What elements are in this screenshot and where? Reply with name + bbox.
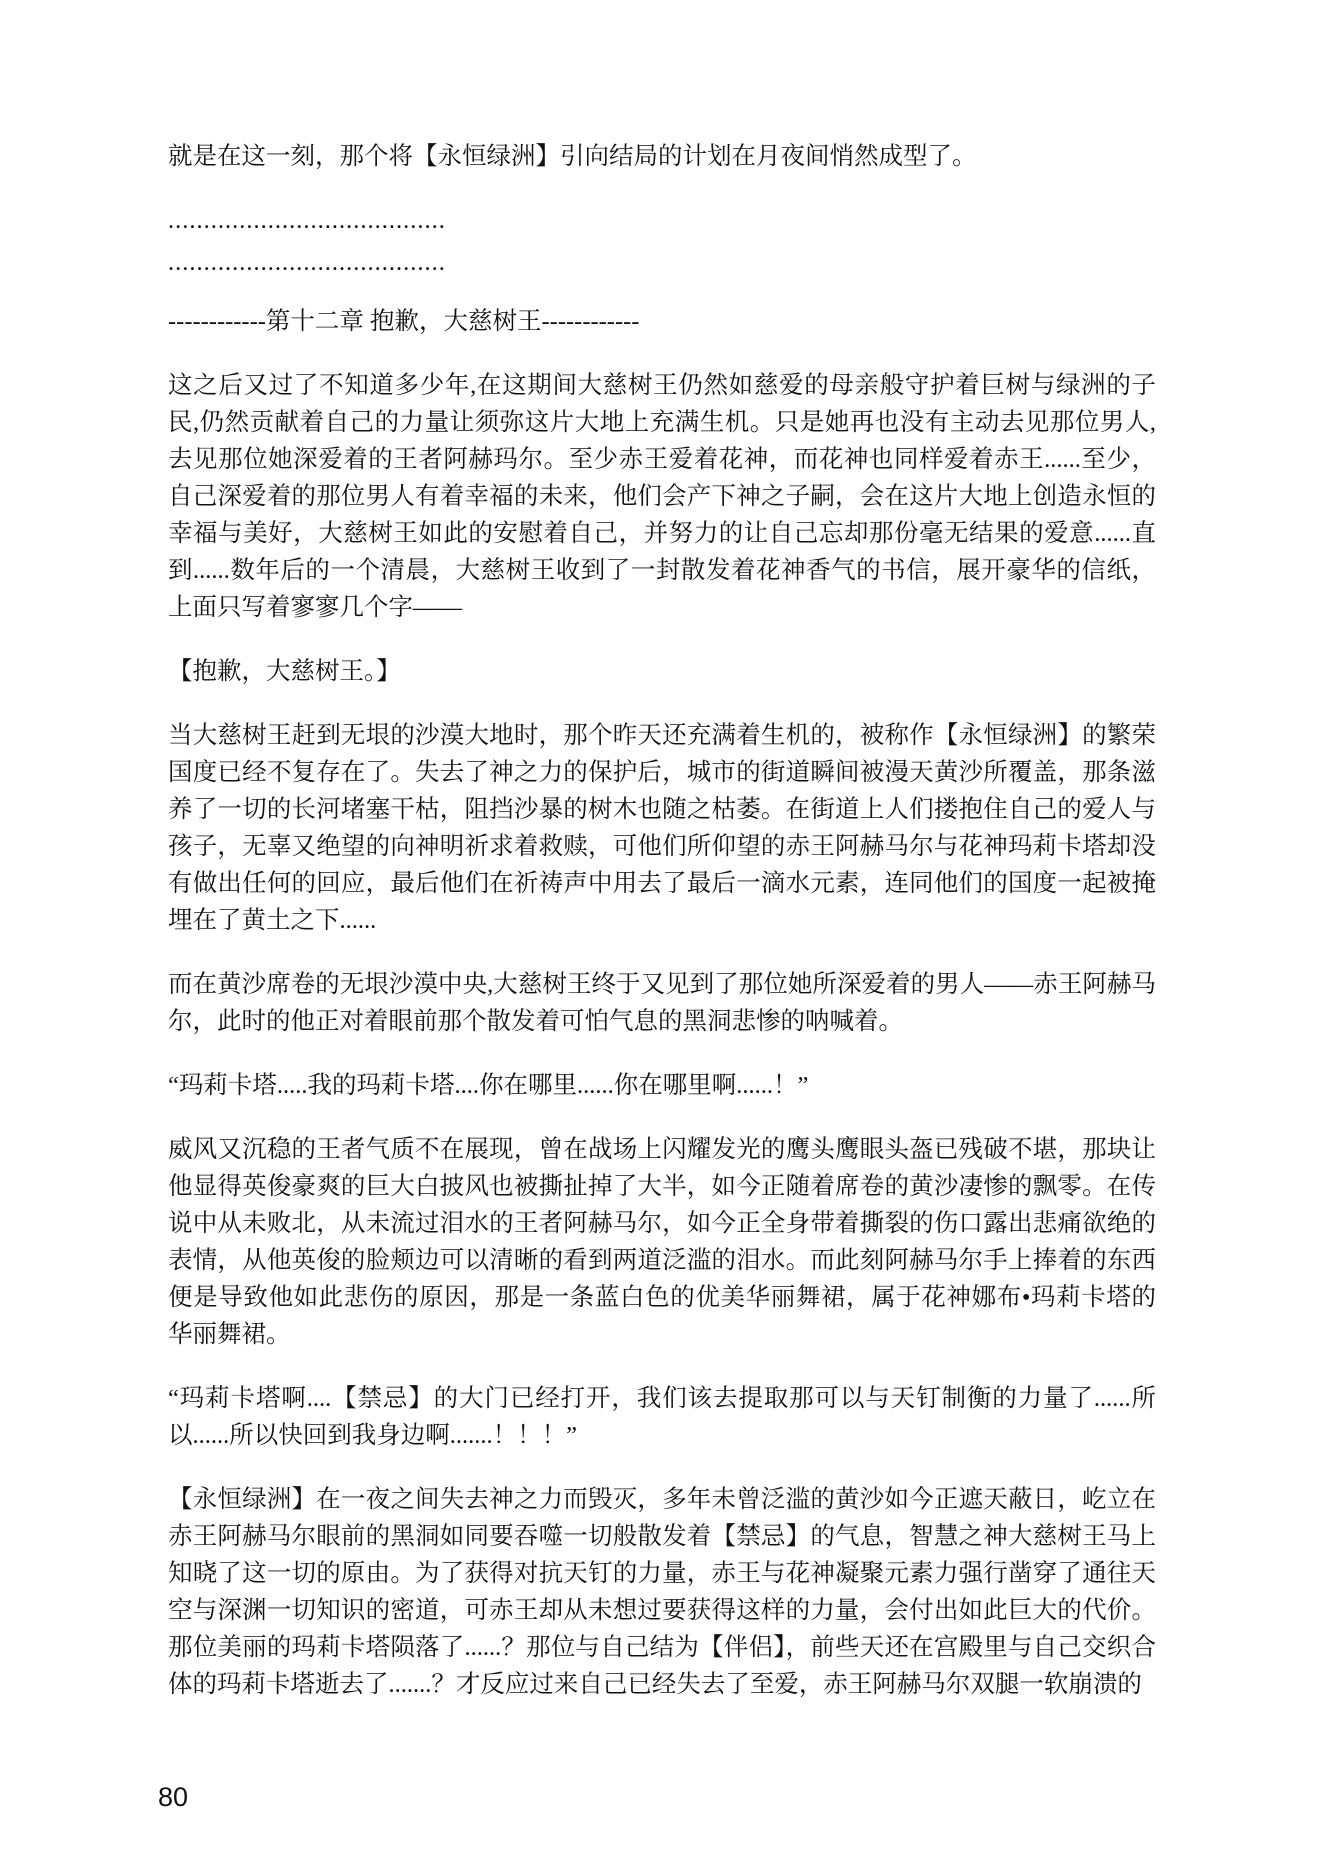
- paragraph: 当大慈树王赶到无垠的沙漠大地时，那个昨天还充满着生机的，被称作【永恒绿洲】的繁荣国度已经不复存在了。失去了神之力的保护后，城市的街道瞬间被漫天黄沙所覆盖，那条滋养了一切的长河堵塞干枯，阻挡沙暴的树木也随之枯萎。在街道上人们搂抱住自己的爱人与孩子，无辜又绝望的向神明祈求着救赎，可他们所仰望的赤王阿赫马尔与花神玛莉卡塔却没有做出任何的回应，最后他们在祈祷声中用去了最后一滴水元素，连同他们的国度一起被掩埋在了黄土之下......: [168, 722, 1156, 934]
- page-content: [168, 138, 1156, 1730]
- paragraph: 威风又沉稳的王者气质不在展现，曾在战场上闪耀发光的鹰头鹰眼头盔已残破不堪，那块让他显得英俊豪爽的巨大白披风也被撕扯掉了大半，如今正随着席卷的黄沙凄惨的飘零。在传说中从未败北，从未流过泪水的王者阿赫马尔，如今正全身带着撕裂的伤口露出悲痛欲绝的表情，从他英俊的脸颊边可以清晰的看到两道泛滥的泪水。而此刻阿赫马尔手上捧着的东西便是导致他如此悲伤的原因，那是一条蓝白色的优美华丽舞裙，属于花神娜布•玛莉卡塔的华丽舞裙。: [168, 1136, 1156, 1348]
- paragraph: 这之后又过了不知道多少年,在这期间大慈树王仍然如慈爱的母亲般守护着巨树与绿洲的子民,仍然贡献着自己的力量让须弥这片大地上充满生机。只是她再也没有主动去见那位男人,去见那位她深爱着的王者阿赫玛尔。至少赤王爱着花神，而花神也同样爱着赤王......至少，自己深爱着的那位男人有着幸福的未来，他们会产下神之子嗣，会在这片大地上创造永恒的幸福与美好，大慈树王如此的安慰着自己，并努力的让自己忘却那份毫无结果的爱意......直到......数年后的一个清晨，大慈树王收到了一封散发着花神香气的书信，展开豪华的信纸，上面只写着寥寥几个字——: [168, 372, 1156, 621]
- dots-separator: .......................................: [168, 249, 446, 276]
- paragraph: 就是在这一刻，那个将【永恒绿洲】引向结局的计划在月夜间悄然成型了。: [168, 143, 977, 170]
- quote-paragraph: “玛莉卡塔啊....【禁忌】的大门已经打开，我们该去提取那可以与天钉制衡的力量了......所以......所以快回到我身边啊.......！！！”: [168, 1385, 1156, 1449]
- paragraph: 【永恒绿洲】在一夜之间失去神之力而毁灭，多年未曾泛滥的黄沙如今正遮天蔽日，屹立在赤王阿赫马尔眼前的黑洞如同要吞噬一切般散发着【禁忌】的气息，智慧之神大慈树王马上知晓了这一切的原由。为了获得对抗天钉的力量，赤王与花神凝聚元素力强行凿穿了通往天空与深渊一切知识的密道，可赤王却从未想过要获得这样的力量，会付出如此巨大的代价。那位美丽的玛莉卡塔陨落了......？那位与自己结为【伴侣】，前些天还在宫殿里与自己交织合体的玛莉卡塔逝去了.......？才反应过来自己已经失去了至爱，赤王阿赫马尔双腿一软崩溃的: [168, 1486, 1156, 1698]
- page-number: 80: [158, 1782, 189, 1812]
- letter-text: 【抱歉，大慈树王。】: [168, 658, 401, 685]
- paragraph: 而在黄沙席卷的无垠沙漠中央,大慈树王终于又见到了那位她所深爱着的男人——赤王阿赫马尔，此时的他正对着眼前那个散发着可怕气息的黑洞悲惨的呐喊着。: [168, 971, 1156, 1035]
- quote-paragraph: “玛莉卡塔.....我的玛莉卡塔....你在哪里......你在哪里啊......！”: [168, 1072, 809, 1099]
- chapter-heading: ------------第十二章 抱歉，大慈树王------------: [168, 308, 640, 335]
- dots-separator: .......................................: [168, 207, 446, 234]
